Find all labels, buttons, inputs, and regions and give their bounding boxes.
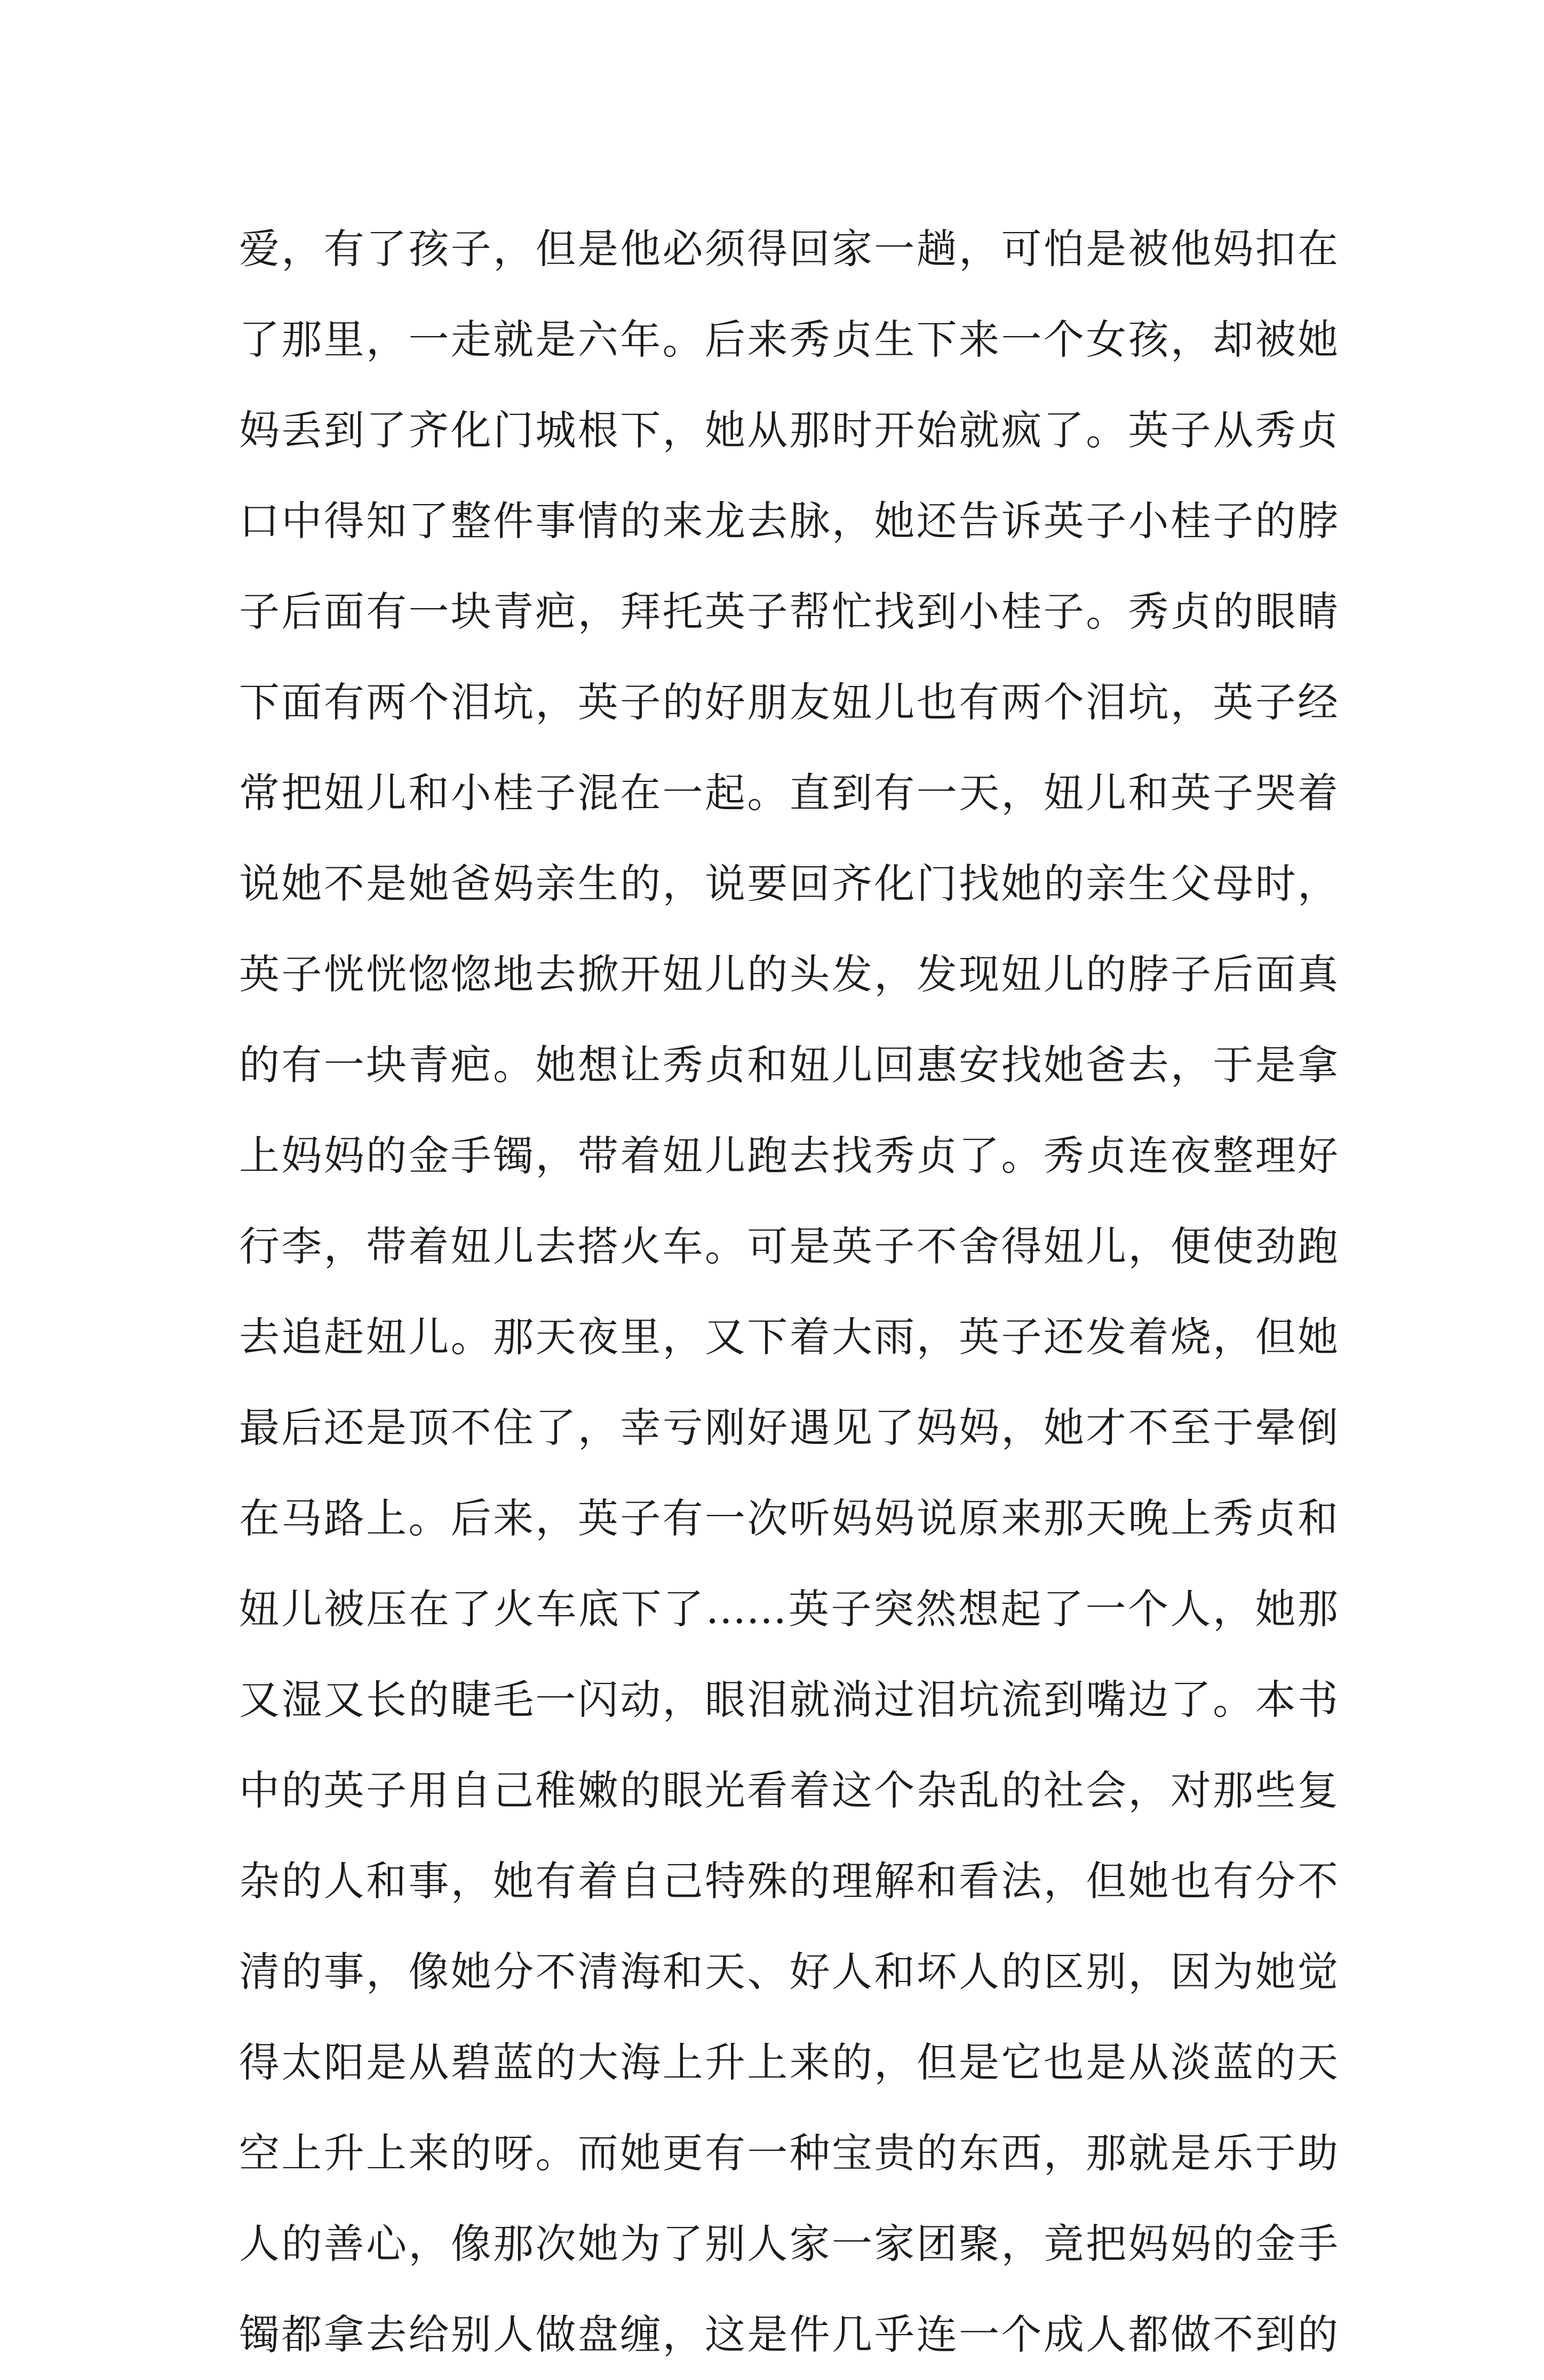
text-line: 了那里，一走就是六年。后来秀贞生下来一个女孩，却被她 (239, 316, 1338, 363)
text-line: 说她不是她爸妈亲生的，说要回齐化门找她的亲生父母时， (239, 860, 1338, 907)
text-line: 行李，带着妞儿去搭火车。可是英子不舍得妞儿，便使劲跑 (239, 1223, 1338, 1270)
text-line: 妞儿被压在了火车底下了……英子突然想起了一个人，她那 (239, 1585, 1338, 1633)
text-line: 子后面有一块青疤，拜托英子帮忙找到小桂子。秀贞的眼睛 (239, 588, 1338, 635)
text-line: 得太阳是从碧蓝的大海上升上来的，但是它也是从淡蓝的天 (239, 2039, 1338, 2086)
text-line: 在马路上。后来，英子有一次听妈妈说原来那天晚上秀贞和 (239, 1495, 1338, 1542)
text-line: 镯都拿去给别人做盘缠，这是件几乎连一个成人都做不到的 (239, 2311, 1338, 2358)
text-line: 中的英子用自己稚嫩的眼光看着这个杂乱的社会，对那些复 (239, 1767, 1338, 1814)
text-line: 常把妞儿和小桂子混在一起。直到有一天，妞儿和英子哭着 (239, 769, 1338, 817)
text-line: 口中得知了整件事情的来龙去脉，她还告诉英子小桂子的脖 (239, 497, 1338, 545)
text-line: 清的事，像她分不清海和天、好人和坏人的区别，因为她觉 (239, 1948, 1338, 1995)
text-line: 去追赶妞儿。那天夜里，又下着大雨，英子还发着烧，但她 (239, 1313, 1338, 1361)
text-line: 人的善心，像那次她为了别人家一家团聚，竟把妈妈的金手 (239, 2220, 1338, 2267)
text-line: 空上升上来的呀。而她更有一种宝贵的东西，那就是乐于助 (239, 2129, 1338, 2177)
text-line: 最后还是顶不住了，幸亏刚好遇见了妈妈，她才不至于晕倒 (239, 1404, 1338, 1451)
text-line: 杂的人和事，她有着自己特殊的理解和看法，但她也有分不 (239, 1857, 1338, 1905)
text-line: 的有一块青疤。她想让秀贞和妞儿回惠安找她爸去，于是拿 (239, 1041, 1338, 1089)
text-line: 英子恍恍惚惚地去掀开妞儿的头发，发现妞儿的脖子后面真 (239, 951, 1338, 998)
text-line: 下面有两个泪坑，英子的好朋友妞儿也有两个泪坑，英子经 (239, 678, 1338, 726)
body-text (239, 204, 1338, 2380)
text-line: 爱，有了孩子，但是他必须得回家一趟，可怕是被他妈扣在 (239, 225, 1338, 273)
text-line: 妈丢到了齐化门城根下，她从那时开始就疯了。英子从秀贞 (239, 406, 1338, 454)
text-line: 上妈妈的金手镯，带着妞儿跑去找秀贞了。秀贞连夜整理好 (239, 1132, 1338, 1179)
text-line: 又湿又长的睫毛一闪动，眼泪就淌过泪坑流到嘴边了。本书 (239, 1676, 1338, 1723)
